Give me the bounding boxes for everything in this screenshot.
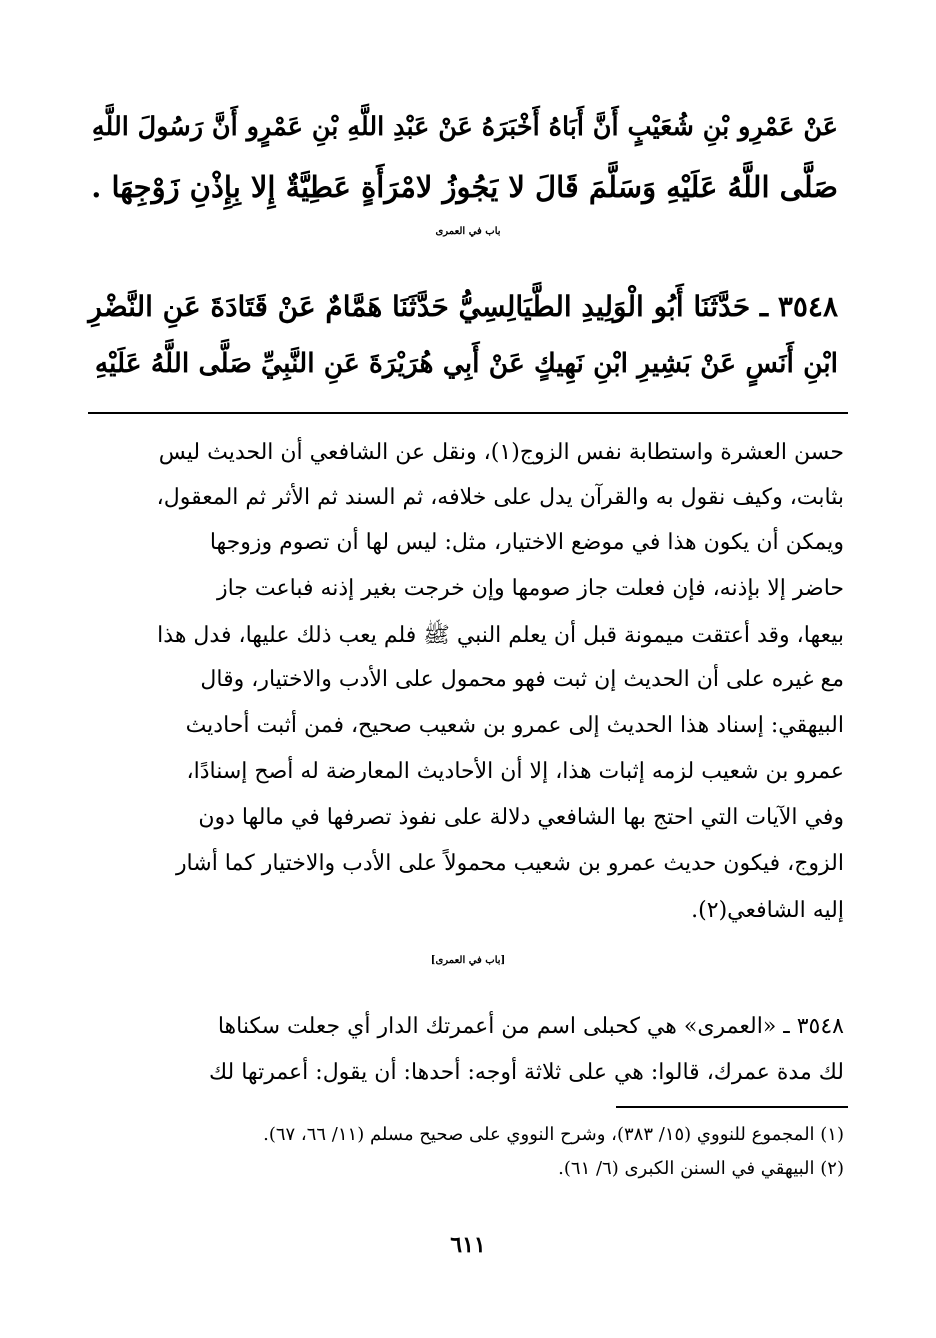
commentary-line-6: مع غيره على أن الحديث إن ثبت فهو محمول على الأدب والاختيار، وقال xyxy=(200,667,844,692)
matn-separator xyxy=(88,412,848,414)
matn-line-3: ٣٥٤٨ ـ حَدَّثَنَا أَبُو الْوَلِيدِ الطَّيَالِسِيُّ حَدَّثَنَا هَمَّامٌ عَنْ قَتَادَةَ عَنِ النَّضْرِ xyxy=(88,290,838,323)
section-heading-matn: باب في العمرى xyxy=(435,226,501,237)
section-heading-commentary: [باب في العمرى] xyxy=(430,955,506,966)
matn-line-4: ابْنِ أَنَسٍ عَنْ بَشِيرِ ابْنِ نَهِيكٍ عَنْ أَبِي هُرَيْرَةَ عَنِ النَّبِيِّ صَلَّى اللَّهُ عَلَيْهِ xyxy=(94,348,838,379)
commentary-line-4: حاضر إلا بإذنه، فإن فعلت جاز صومها وإن خرجت بغير إذنه فباعت جاز xyxy=(216,576,844,601)
commentary-line-7: البيهقي: إسناد هذا الحديث إلى عمرو بن شعيب صحيح، فمن أثبت أحاديث xyxy=(185,713,844,738)
commentary-line-13: لك مدة عمرك، قالوا: هي على ثلاثة أوجه: أحدها: أن يقول: أعمرتها لك xyxy=(208,1060,844,1085)
commentary-line-8: عمرو بن شعيب لزمه إثبات هذا، إلا أن الأحاديث المعارضة له أصح إسنادًا، xyxy=(186,759,844,784)
commentary-line-1: حسن العشرة واستطابة نفس الزوج(١)، ونقل عن الشافعي أن الحديث ليس xyxy=(158,440,844,465)
matn-line-1: عَنْ عَمْرِو بْنِ شُعَيْبٍ أَنَّ أَبَاهُ أَخْبَرَهُ عَنْ عَبْدِ اللَّهِ بْنِ عَمْرٍو أَنَّ رَسُولَ اللَّهِ xyxy=(91,112,838,142)
commentary-line-5: بيعها، وقد أعتقت ميمونة قبل أن يعلم النبي ﷺ فلم يعب ذلك عليها، فدل هذا xyxy=(157,623,844,648)
footnote-2: (٢) البيهقي في السنن الكبرى (٦/ ٦١). xyxy=(558,1158,844,1179)
footnote-separator xyxy=(616,1106,848,1108)
matn-line-2: صَلَّى اللَّهُ عَلَيْهِ وَسَلَّمَ قَالَ لا يَجُوزُ لامْرَأَةٍ عَطِيَّةٌ إِلا بِإِذْنِ زَوْجِهَا . xyxy=(91,170,838,204)
commentary-line-12: ٣٥٤٨ ـ «العمرى» هي كحبلى اسم من أعمرتك الدار أي جعلت سكناها xyxy=(217,1014,844,1039)
commentary-line-10: الزوج، فيكون حديث عمرو بن شعيب محمولاً على الأدب والاختيار كما أشار xyxy=(175,851,844,876)
commentary-line-9: وفي الآيات التي احتج بها الشافعي دلالة على نفوذ تصرفها في مالها دون xyxy=(198,805,844,830)
footnote-1: (١) المجموع للنووي (١٥/ ٣٨٣)، وشرح النووي على صحيح مسلم (١١/ ٦٦، ٦٧). xyxy=(263,1124,844,1145)
commentary-line-11: إليه الشافعي(٢). xyxy=(691,898,844,923)
commentary-line-3: ويمكن أن يكون هذا في موضع الاختيار، مثل: ليس لها أن تصوم وزوجها xyxy=(209,530,844,555)
commentary-line-2: بثابت، وكيف نقول به والقرآن يدل على خلافه، ثم السند ثم الأثر ثم المعقول، xyxy=(156,485,844,510)
page-number: ٦١١ xyxy=(450,1232,486,1258)
